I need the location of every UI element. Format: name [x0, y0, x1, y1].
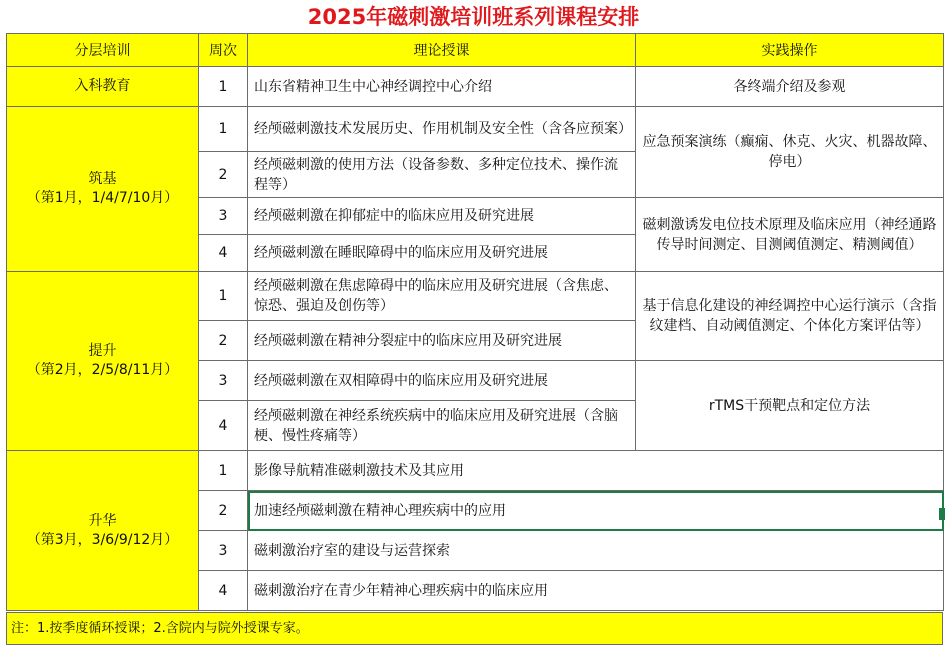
week-cell[interactable]: 2: [199, 321, 248, 361]
tier-cell-orientation[interactable]: [7, 67, 199, 107]
theory-cell[interactable]: 经颅磁刺激的使用方法（设备参数、多种定位技术、操作流程等）: [248, 152, 636, 198]
page-title: 2025年磁刺激培训班系列课程安排: [307, 5, 640, 29]
table-row: [7, 272, 944, 321]
tier-cell-improve[interactable]: [7, 272, 199, 451]
week-cell[interactable]: 1: [199, 107, 248, 152]
practice-cell[interactable]: 各终端介绍及参观: [636, 67, 944, 107]
selected-cell[interactable]: 加速经颅磁刺激在精神心理疾病中的应用: [248, 491, 944, 531]
week-cell[interactable]: 3: [199, 531, 248, 571]
table-row: [7, 107, 944, 152]
theory-cell[interactable]: 磁刺激治疗室的建设与运营探索: [248, 531, 944, 571]
week-cell[interactable]: 2: [199, 152, 248, 198]
theory-cell[interactable]: 经颅磁刺激在精神分裂症中的临床应用及研究进展: [248, 321, 636, 361]
tier-cell-sublimation[interactable]: [7, 451, 199, 611]
theory-cell[interactable]: 经颅磁刺激在抑郁症中的临床应用及研究进展: [248, 198, 636, 235]
week-cell[interactable]: 4: [199, 235, 248, 272]
tier-months: （第2月，2/5/8/11月）: [26, 362, 179, 378]
tier-name: 提升: [88, 343, 117, 359]
fill-handle[interactable]: [939, 508, 945, 520]
week-cell[interactable]: 1: [199, 451, 248, 491]
practice-cell[interactable]: 基于信息化建设的神经调控中心运行演示（含指纹建档、自动阈值测定、个体化方案评估等）: [636, 272, 944, 361]
theory-cell[interactable]: 经颅磁刺激在焦虑障碍中的临床应用及研究进展（含焦虑、惊恐、强迫及创伤等）: [248, 272, 636, 321]
tier-cell-foundation[interactable]: [7, 107, 199, 272]
tier-name: 筑基: [88, 171, 117, 187]
practice-cell[interactable]: rTMS干预靶点和定位方法: [636, 361, 944, 451]
schedule-table: [6, 33, 944, 611]
theory-cell[interactable]: 经颅磁刺激在双相障碍中的临床应用及研究进展: [248, 361, 636, 401]
footnote[interactable]: 注：1.按季度循环授课；2.含院内与院外授课专家。: [6, 612, 943, 645]
tier-months: （第1月，1/4/7/10月）: [26, 190, 179, 206]
header-theory[interactable]: 理论授课: [248, 34, 636, 67]
week-cell[interactable]: 1: [199, 272, 248, 321]
header-row: [7, 34, 944, 67]
table-row: [7, 451, 944, 491]
week-cell[interactable]: 2: [199, 491, 248, 531]
theory-cell[interactable]: 经颅磁刺激技术发展历史、作用机制及安全性（含各应预案）: [248, 107, 636, 152]
theory-cell[interactable]: 山东省精神卫生中心神经调控中心介绍: [248, 67, 636, 107]
week-cell[interactable]: 3: [199, 361, 248, 401]
practice-cell[interactable]: 磁刺激诱发电位技术原理及临床应用（神经通路传导时间测定、目测阈值测定、精测阈值）: [636, 198, 944, 272]
week-cell[interactable]: 1: [199, 67, 248, 107]
theory-cell[interactable]: 影像导航精准磁刺激技术及其应用: [248, 451, 944, 491]
theory-cell[interactable]: 经颅磁刺激在睡眠障碍中的临床应用及研究进展: [248, 235, 636, 272]
header-week[interactable]: 周次: [199, 34, 248, 67]
theory-cell[interactable]: 磁刺激治疗在青少年精神心理疾病中的临床应用: [248, 571, 944, 611]
week-cell[interactable]: 3: [199, 198, 248, 235]
theory-cell[interactable]: 经颅磁刺激在神经系统疾病中的临床应用及研究进展（含脑梗、慢性疼痛等）: [248, 401, 636, 451]
tier-name: 升华: [88, 512, 117, 529]
tier-months: （第3月，3/6/9/12月）: [26, 531, 179, 548]
header-practice[interactable]: 实践操作: [636, 34, 944, 67]
header-tier[interactable]: 分层培训: [7, 34, 199, 67]
week-cell[interactable]: 4: [199, 401, 248, 451]
table-row: [7, 67, 944, 107]
practice-cell[interactable]: 应急预案演练（癫痫、休克、火灾、机器故障、停电）: [636, 107, 944, 198]
week-cell[interactable]: 4: [199, 571, 248, 611]
tier-name: 入科教育: [74, 78, 131, 94]
